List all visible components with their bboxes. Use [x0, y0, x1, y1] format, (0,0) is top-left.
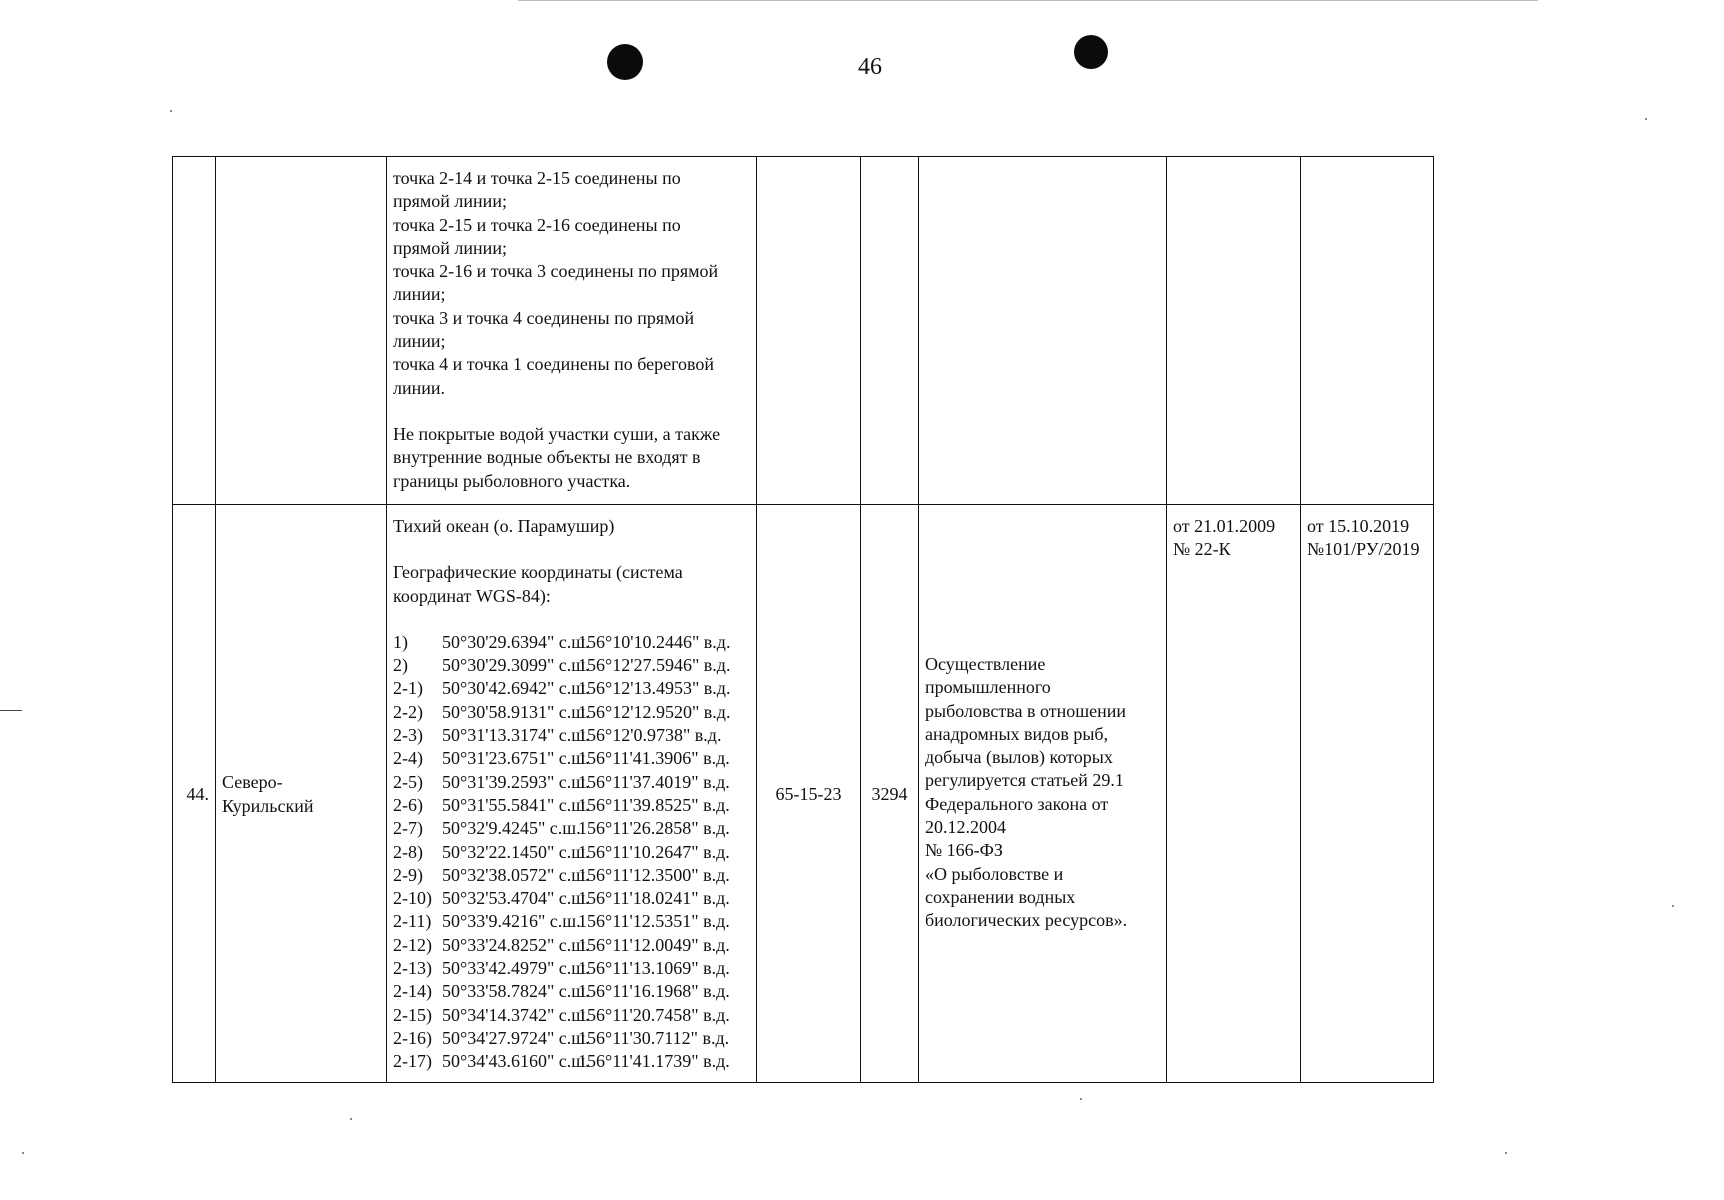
coordinate-row	[393, 1027, 750, 1050]
coordinate-latitude: 50°31'39.2593" с.ш.	[442, 771, 590, 792]
purpose-line: анадромных видов рыб,	[925, 723, 1109, 744]
coordinate-latitude: 50°32'9.4245" с.ш.	[442, 818, 581, 839]
cell-purpose-empty	[919, 157, 1167, 505]
coordinate-point-number: 2-1)	[393, 678, 423, 699]
cell-coordinates	[387, 505, 757, 1083]
coordinate-longitude: 156°11'12.5351" в.д.	[578, 911, 730, 932]
area-size: 3294	[861, 505, 919, 1083]
scan-speck	[22, 1152, 24, 1154]
coordinate-row	[393, 841, 750, 864]
coordinate-row	[393, 980, 750, 1003]
boundary-line: прямой линии;	[393, 191, 507, 212]
coordinate-longitude: 156°11'37.4019" в.д.	[578, 771, 730, 792]
agreement-number: №101/РУ/2019	[1307, 539, 1420, 560]
coordinate-point-number: 2-6)	[393, 794, 423, 815]
purpose-line: регулируется статьей 29.1	[925, 770, 1124, 791]
location-text: Тихий океан (о. Парамушир)	[393, 516, 615, 536]
coordinate-row	[393, 1050, 750, 1073]
table-row-continuation	[173, 157, 1434, 505]
coordinate-longitude: 156°11'13.1069" в.д.	[578, 958, 730, 979]
coordinate-longitude: 156°11'41.3906" в.д.	[578, 748, 730, 769]
coordinate-row	[393, 677, 750, 700]
area-name-line: Северо-	[222, 772, 283, 793]
coordinate-point-number: 2-2)	[393, 701, 423, 722]
cell-agreement	[1301, 505, 1434, 1083]
purpose-line: 20.12.2004	[925, 817, 1006, 838]
coordinate-point-number: 2-5)	[393, 771, 423, 792]
coordinate-point-number: 2-11)	[393, 911, 432, 932]
cell-decision-empty	[1167, 157, 1301, 505]
coordinate-longitude: 156°11'10.2647" в.д.	[578, 841, 730, 862]
coordinate-point-number: 1)	[393, 631, 408, 652]
coordinate-longitude: 156°11'16.1968" в.д.	[578, 981, 730, 1002]
coordinate-point-number: 2-9)	[393, 864, 423, 885]
coordinate-latitude: 50°31'13.3174" с.ш.	[442, 725, 590, 746]
cell-code-empty	[757, 157, 861, 505]
boundary-line: точка 3 и точка 4 соединены по прямой	[393, 307, 695, 328]
purpose-line: «О рыболовстве и	[925, 863, 1064, 884]
coordinate-point-number: 2-10)	[393, 888, 432, 909]
coordinate-latitude: 50°32'53.4704" с.ш.	[442, 888, 590, 909]
punch-hole-right	[1074, 35, 1108, 69]
area-code: 65-15-23	[757, 505, 861, 1083]
purpose-line: промышленного	[925, 677, 1051, 698]
coordinate-point-number: 2-8)	[393, 841, 423, 862]
page-number: 46	[858, 54, 882, 80]
purpose-line: рыболовства в отношении	[925, 700, 1127, 721]
coordinate-longitude: 156°12'27.5946" в.д.	[578, 655, 731, 676]
coordinate-row	[393, 1004, 750, 1027]
purpose-line: № 166-ФЗ	[925, 840, 1003, 861]
coordinate-point-number: 2-3)	[393, 725, 423, 746]
purpose-line: биологических ресурсов».	[925, 910, 1128, 931]
boundary-line: точка 4 и точка 1 соединены по береговой	[393, 354, 715, 375]
note-line: Не покрытые водой участки суши, а также	[393, 423, 721, 444]
coordinate-row	[393, 771, 750, 794]
coordinate-latitude: 50°33'24.8252" с.ш.	[442, 934, 590, 955]
table-row-44	[173, 505, 1434, 1083]
coordinate-row	[393, 701, 750, 724]
coords-heading: Географические координаты (система	[393, 562, 683, 583]
area-name-line: Курильский	[222, 795, 314, 816]
coordinate-latitude: 50°33'58.7824" с.ш.	[442, 981, 590, 1002]
top-scan-rule	[518, 0, 1538, 1]
coords-heading: координат WGS-84):	[393, 585, 551, 606]
scan-speck	[1645, 118, 1647, 120]
coordinate-point-number: 2-14)	[393, 981, 432, 1002]
coordinate-row	[393, 957, 750, 980]
cell-decision	[1167, 505, 1301, 1083]
coordinate-longitude: 156°11'30.7112" в.д.	[578, 1027, 730, 1048]
coordinate-point-number: 2-12)	[393, 934, 432, 955]
purpose-line: Осуществление	[925, 654, 1046, 674]
cell-name-empty	[216, 157, 387, 505]
coordinate-longitude: 156°11'39.8525" в.д.	[578, 794, 730, 815]
fishing-areas-table	[172, 156, 1434, 1083]
coordinate-longitude: 156°11'12.0049" в.д.	[578, 934, 730, 955]
agreement-date: от 15.10.2019	[1307, 516, 1410, 536]
coordinate-longitude: 156°11'41.1739" в.д.	[578, 1051, 730, 1072]
purpose-line: сохранении водных	[925, 886, 1076, 907]
purpose-line: добыча (вылов) которых	[925, 747, 1113, 768]
coordinate-longitude: 156°12'12.9520" в.д.	[578, 701, 731, 722]
margin-mark	[0, 710, 22, 711]
coordinates-list	[393, 631, 750, 1074]
note-line: внутренние водные объекты не входят в	[393, 447, 701, 468]
cell-number-empty	[173, 157, 216, 505]
coordinate-longitude: 156°11'26.2858" в.д.	[578, 818, 730, 839]
coordinate-point-number: 2)	[393, 655, 408, 676]
cell-area-empty	[861, 157, 919, 505]
coordinate-point-number: 2-16)	[393, 1027, 432, 1048]
coordinate-latitude: 50°34'14.3742" с.ш.	[442, 1004, 590, 1025]
coordinate-latitude: 50°31'23.6751" с.ш.	[442, 748, 590, 769]
coordinate-row	[393, 934, 750, 957]
boundary-line: прямой линии;	[393, 237, 507, 258]
decision-number: № 22-К	[1173, 539, 1231, 560]
coordinate-point-number: 2-17)	[393, 1051, 432, 1072]
boundary-line: линии;	[393, 284, 446, 305]
coordinate-point-number: 2-4)	[393, 748, 423, 769]
scan-speck	[170, 110, 172, 112]
coordinate-longitude: 156°10'10.2446" в.д.	[578, 631, 731, 652]
row-number: 44.	[173, 505, 216, 1083]
coordinate-row	[393, 724, 750, 747]
boundary-line: линии;	[393, 331, 446, 352]
coordinate-latitude: 50°32'38.0572" с.ш.	[442, 864, 590, 885]
coordinate-longitude: 156°11'18.0241" в.д.	[578, 888, 730, 909]
decision-date: от 21.01.2009	[1173, 516, 1276, 536]
coordinate-latitude: 50°34'27.9724" с.ш.	[442, 1027, 590, 1048]
scan-speck	[1080, 1098, 1082, 1100]
scan-speck	[1672, 905, 1674, 907]
coordinate-latitude: 50°31'55.5841" с.ш.	[442, 794, 590, 815]
area-name	[216, 505, 387, 1083]
coordinate-latitude: 50°32'22.1450" с.ш.	[442, 841, 590, 862]
coordinate-longitude: 156°12'13.4953" в.д.	[578, 678, 731, 699]
coordinate-row	[393, 747, 750, 770]
coordinate-row	[393, 864, 750, 887]
coordinate-point-number: 2-7)	[393, 818, 423, 839]
coordinate-row	[393, 910, 750, 933]
coordinate-row	[393, 794, 750, 817]
coordinate-longitude: 156°11'20.7458" в.д.	[578, 1004, 730, 1025]
coordinate-point-number: 2-13)	[393, 958, 432, 979]
coordinate-latitude: 50°30'29.6394" с.ш.	[442, 631, 590, 652]
cell-agreement-empty	[1301, 157, 1434, 505]
coordinate-row	[393, 887, 750, 910]
scan-speck	[350, 1118, 352, 1120]
scan-speck	[1505, 1152, 1507, 1154]
note-line: границы рыболовного участка.	[393, 470, 631, 491]
coordinate-longitude: 156°12'0.9738" в.д.	[578, 725, 722, 746]
coordinate-row	[393, 817, 750, 840]
coordinate-latitude: 50°34'43.6160" с.ш.	[442, 1051, 590, 1072]
coordinate-latitude: 50°33'42.4979" с.ш.	[442, 958, 590, 979]
coordinate-latitude: 50°30'58.9131" с.ш.	[442, 701, 590, 722]
coordinate-latitude: 50°30'42.6942" с.ш.	[442, 678, 590, 699]
boundary-line: точка 2-14 и точка 2-15 соединены по	[393, 168, 681, 188]
boundary-line: линии.	[393, 377, 446, 398]
coordinate-point-number: 2-15)	[393, 1004, 432, 1025]
purpose-line: Федерального закона от	[925, 793, 1109, 814]
cell-boundary-description	[387, 157, 757, 505]
boundary-line: точка 2-16 и точка 3 соединены по прямой	[393, 261, 719, 282]
cell-purpose	[919, 505, 1167, 1083]
punch-hole-left	[607, 44, 643, 80]
coordinate-latitude: 50°33'9.4216" с.ш.	[442, 911, 581, 932]
coordinate-latitude: 50°30'29.3099" с.ш.	[442, 655, 590, 676]
boundary-line: точка 2-15 и точка 2-16 соединены по	[393, 214, 681, 235]
coordinate-row	[393, 654, 750, 677]
coordinate-longitude: 156°11'12.3500" в.д.	[578, 864, 730, 885]
coordinate-row	[393, 631, 750, 654]
